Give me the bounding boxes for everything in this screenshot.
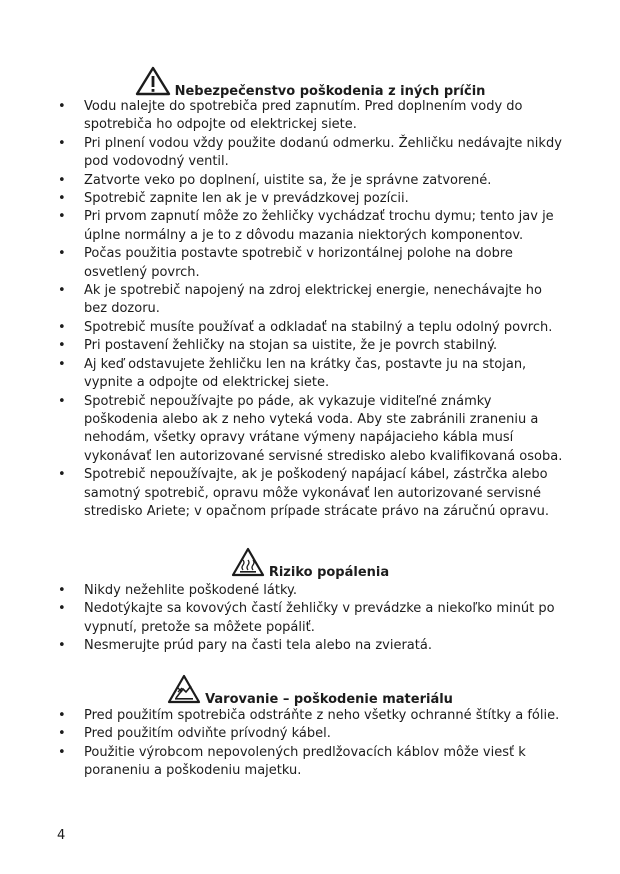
section-title: Riziko popálenia: [268, 565, 390, 580]
bullet-list-other-damage: [58, 98, 568, 521]
list-item: • Spotrebič musíte používať a odkladať na stabilný a teplu odolný povrch.: [58, 319, 568, 337]
list-item: • Nikdy nežehlite poškodené látky.: [58, 582, 568, 600]
list-item: • Nedotýkajte sa kovových častí žehličky v prevádzke a niekoľko minút po vypnutí, pretože sa môžete popáliť.: [58, 600, 568, 637]
material-damage-warning-icon: [167, 674, 201, 708]
page-number: 4: [57, 828, 66, 843]
warning-exclamation-icon: [135, 66, 171, 100]
list-item: • Spotrebič nepoužívajte, ak je poškodený napájací kábel, zástrčka alebo samotný spotrebič, opravu môže vykonávať len autorizované servisné stredisko Ariete; v opačnom prípade strácate právo na záručnú opravu.: [58, 466, 568, 521]
bullet-list-material-damage: [58, 707, 568, 781]
list-item: • Pri plnení vodou vždy použite dodanú odmerku. Žehličku nedávajte nikdy pod vodovodný ventil.: [58, 135, 568, 172]
list-item: • Pri prvom zapnutí môže zo žehličky vychádzať trochu dymu; tento jav je úplne normálny a je to z dôvodu mazania niektorých komponentov.: [58, 208, 568, 245]
hot-surface-warning-icon: [231, 547, 265, 581]
list-item: • Spotrebič zapnite len ak je v prevádzkovej pozícii.: [58, 190, 568, 208]
bullet-list-burn-risk: [58, 582, 568, 656]
list-item: • Nesmerujte prúd pary na časti tela alebo na zvieratá.: [58, 637, 568, 655]
section-title: Nebezpečenstvo poškodenia z iných príčin: [174, 84, 486, 99]
list-item: • Vodu nalejte do spotrebiča pred zapnutím. Pred doplnením vody do spotrebiča ho odpojte od elektrickej siete.: [58, 98, 568, 135]
section-title: Varovanie – poškodenie materiálu: [205, 692, 453, 707]
section-heading-other-damage: [0, 66, 620, 100]
section-heading-material-damage: [0, 674, 620, 708]
list-item: • Spotrebič nepoužívajte po páde, ak vykazuje viditeľné známky poškodenia alebo ak z neho vyteká voda. Aby ste zabránili zraneniu a nehodám, všetky opravy vrátane výmeny napájacieho kábla musí vykonávať len autorizované servisné stredisko alebo kvalifikovaná osoba.: [58, 393, 568, 467]
list-item: • Aj keď odstavujete žehličku len na krátky čas, postavte ju na stojan, vypnite a odpojte od elektrickej siete.: [58, 356, 568, 393]
list-item: • Pred použitím odviňte prívodný kábel.: [58, 725, 568, 743]
list-item: • Pri postavení žehličky na stojan sa uistite, že je povrch stabilný.: [58, 337, 568, 355]
list-item: • Počas použitia postavte spotrebič v horizontálnej polohe na dobre osvetlený povrch.: [58, 245, 568, 282]
section-heading-burn-risk: [0, 547, 620, 581]
list-item: • Použitie výrobcom nepovolených predlžovacích káblov môže viesť k poraneniu a poškodeniu majetku.: [58, 744, 568, 781]
list-item: • Zatvorte veko po doplnení, uistite sa, že je správne zatvorené.: [58, 172, 568, 190]
list-item: • Pred použitím spotrebiča odstráňte z neho všetky ochranné štítky a fólie.: [58, 707, 568, 725]
list-item: • Ak je spotrebič napojený na zdroj elektrickej energie, nenechávajte ho bez dozoru.: [58, 282, 568, 319]
